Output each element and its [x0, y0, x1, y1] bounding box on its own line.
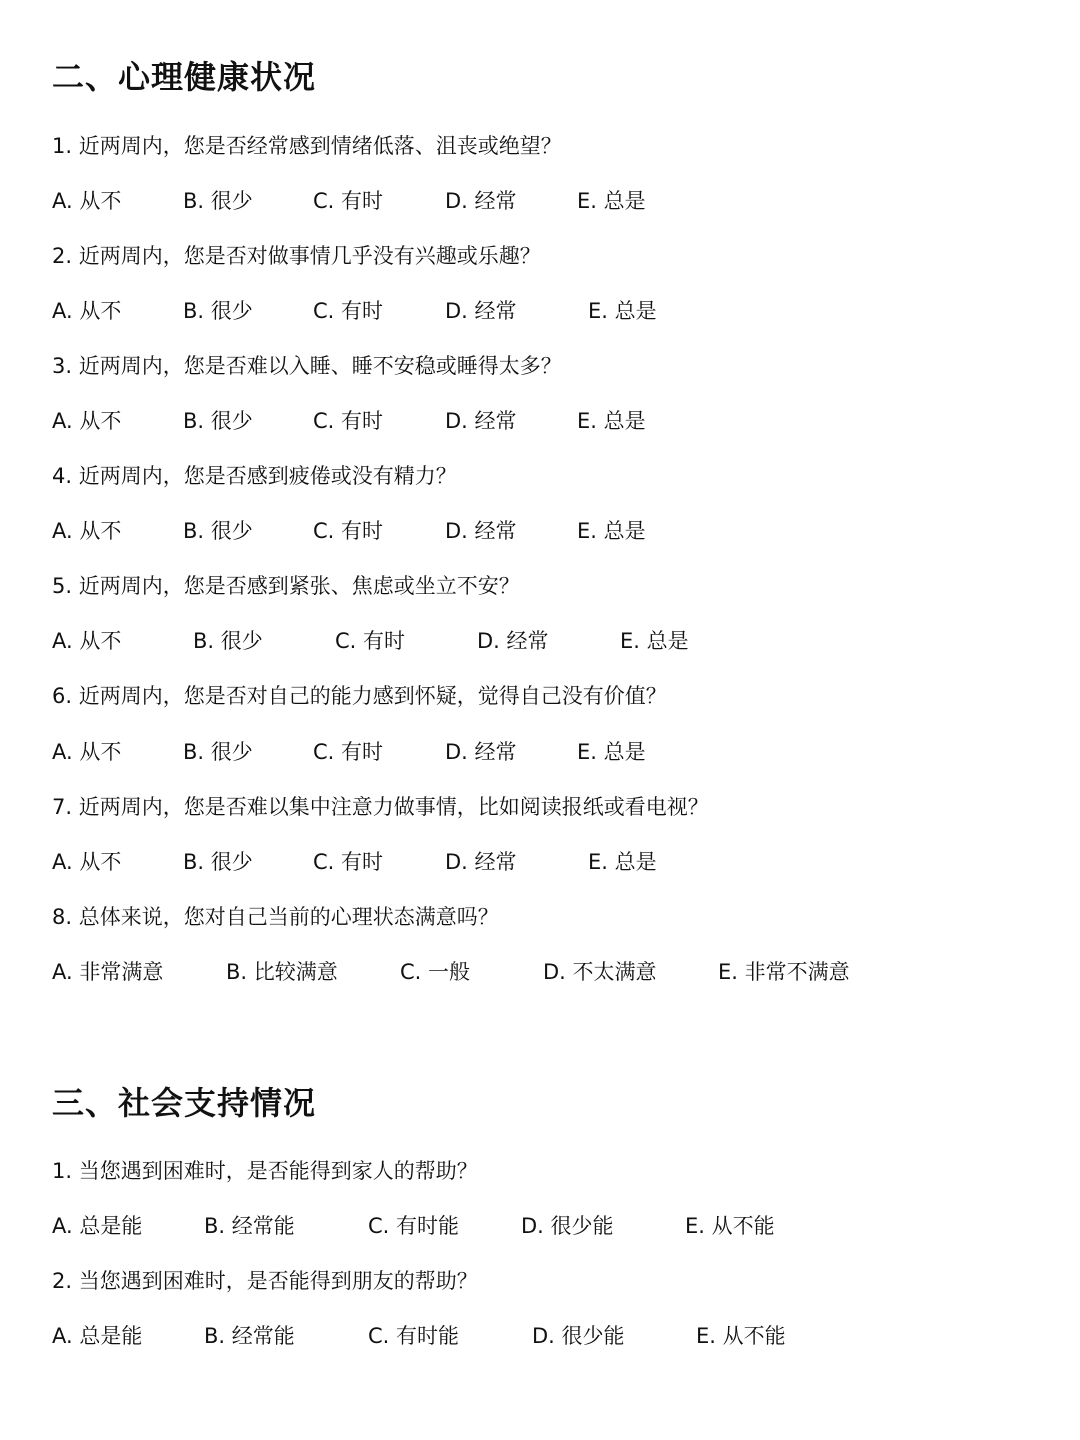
option-b[interactable]: B. 很少	[183, 299, 253, 323]
option-c[interactable]: C. 有时	[313, 189, 384, 213]
question-text: 1. 当您遇到困难时，是否能得到家人的帮助？	[52, 1159, 478, 1183]
option-b[interactable]: B. 经常能	[204, 1214, 295, 1238]
option-c[interactable]: C. 一般	[400, 960, 471, 984]
option-d[interactable]: D. 经常	[477, 629, 549, 653]
option-c[interactable]: C. 有时	[313, 740, 384, 764]
question-text: 8. 总体来说，您对自己当前的心理状态满意吗？	[52, 905, 499, 929]
option-c[interactable]: C. 有时	[313, 519, 384, 543]
option-e[interactable]: E. 总是	[577, 519, 646, 543]
option-d[interactable]: D. 很少能	[532, 1324, 625, 1348]
question-text: 7. 近两周内，您是否难以集中注意力做事情，比如阅读报纸或看电视？	[52, 795, 709, 819]
option-d[interactable]: D. 经常	[445, 740, 517, 764]
option-e[interactable]: E. 总是	[577, 740, 646, 764]
section-title: 三、社会支持情况	[52, 1084, 317, 1122]
option-a[interactable]: A. 从不	[52, 519, 122, 543]
option-c[interactable]: C. 有时能	[368, 1324, 460, 1348]
option-a[interactable]: A. 非常满意	[52, 960, 164, 984]
option-b[interactable]: B. 经常能	[204, 1324, 295, 1348]
option-c[interactable]: C. 有时	[313, 850, 384, 874]
option-a[interactable]: A. 总是能	[52, 1324, 143, 1348]
option-a[interactable]: A. 从不	[52, 850, 122, 874]
option-b[interactable]: B. 比较满意	[226, 960, 338, 984]
option-e[interactable]: E. 总是	[588, 850, 657, 874]
option-b[interactable]: B. 很少	[183, 189, 253, 213]
option-d[interactable]: D. 经常	[445, 409, 517, 433]
option-a[interactable]: A. 从不	[52, 740, 122, 764]
question-text: 2. 近两周内，您是否对做事情几乎没有兴趣或乐趣？	[52, 244, 541, 268]
question-text: 1. 近两周内，您是否经常感到情绪低落、沮丧或绝望？	[52, 134, 562, 158]
option-c[interactable]: C. 有时	[335, 629, 406, 653]
option-a[interactable]: A. 从不	[52, 629, 122, 653]
question-text: 2. 当您遇到困难时，是否能得到朋友的帮助？	[52, 1269, 478, 1293]
option-a[interactable]: A. 总是能	[52, 1214, 143, 1238]
option-b[interactable]: B. 很少	[193, 629, 263, 653]
option-d[interactable]: D. 经常	[445, 189, 517, 213]
question-text: 5. 近两周内，您是否感到紧张、焦虑或坐立不安？	[52, 574, 520, 598]
option-d[interactable]: D. 经常	[445, 850, 517, 874]
option-a[interactable]: A. 从不	[52, 189, 122, 213]
option-c[interactable]: C. 有时	[313, 299, 384, 323]
option-e[interactable]: E. 总是	[620, 629, 689, 653]
option-b[interactable]: B. 很少	[183, 850, 253, 874]
option-b[interactable]: B. 很少	[183, 519, 253, 543]
option-a[interactable]: A. 从不	[52, 299, 122, 323]
section-title: 二、心理健康状况	[52, 58, 317, 96]
option-c[interactable]: C. 有时	[313, 409, 384, 433]
option-e[interactable]: E. 非常不满意	[718, 960, 850, 984]
question-text: 4. 近两周内，您是否感到疲倦或没有精力？	[52, 464, 457, 488]
option-b[interactable]: B. 很少	[183, 740, 253, 764]
option-e[interactable]: E. 总是	[577, 409, 646, 433]
option-e[interactable]: E. 从不能	[696, 1324, 786, 1348]
option-b[interactable]: B. 很少	[183, 409, 253, 433]
option-d[interactable]: D. 不太满意	[543, 960, 657, 984]
option-c[interactable]: C. 有时能	[368, 1214, 460, 1238]
question-text: 6. 近两周内，您是否对自己的能力感到怀疑，觉得自己没有价值？	[52, 684, 667, 708]
question-text: 3. 近两周内，您是否难以入睡、睡不安稳或睡得太多？	[52, 354, 562, 378]
option-d[interactable]: D. 经常	[445, 519, 517, 543]
option-e[interactable]: E. 总是	[577, 189, 646, 213]
option-e[interactable]: E. 从不能	[685, 1214, 775, 1238]
option-d[interactable]: D. 很少能	[521, 1214, 614, 1238]
option-a[interactable]: A. 从不	[52, 409, 122, 433]
option-e[interactable]: E. 总是	[588, 299, 657, 323]
option-d[interactable]: D. 经常	[445, 299, 517, 323]
